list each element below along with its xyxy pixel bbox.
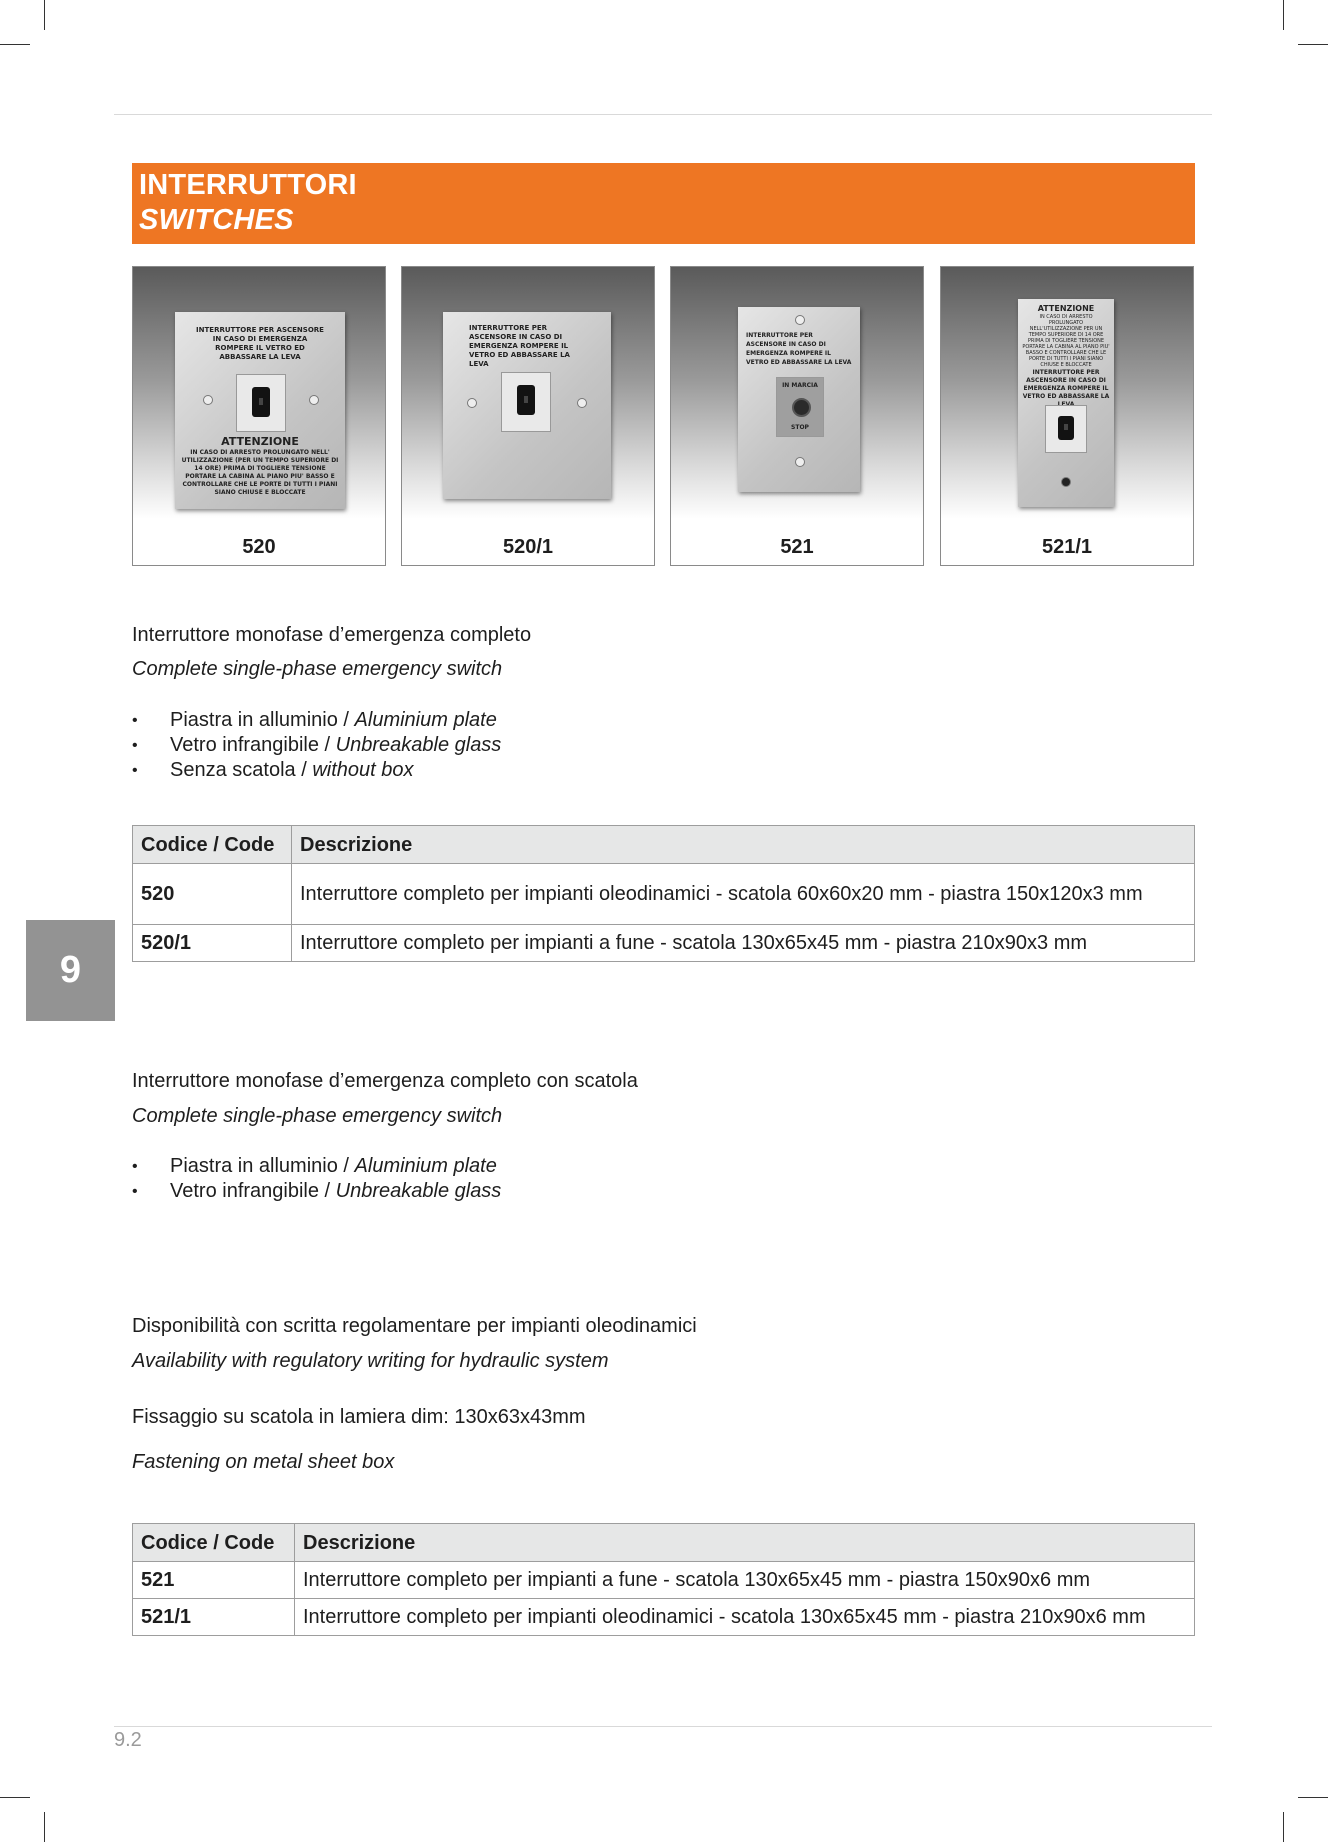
crop-mark <box>1298 44 1328 45</box>
bullet-it: Piastra in alluminio / <box>170 1155 355 1177</box>
availability-en: Availability with regulatory writing for hydraulic system <box>132 1350 609 1372</box>
fastening-it: Fissaggio su scatola in lamiera dim: 130x63x43mm <box>132 1406 586 1428</box>
table-row <box>133 925 1195 962</box>
bullet-it: Vetro infrangibile / <box>170 734 336 756</box>
switch-lever-icon <box>517 385 535 415</box>
section1-title-it: Interruttore monofase d’emergenza completo <box>132 624 532 646</box>
section1-feature-list <box>132 708 501 783</box>
product-photo <box>671 267 923 519</box>
table-row <box>133 1599 1195 1636</box>
column-header-description: Descrizione <box>292 826 1195 864</box>
section2-feature-list <box>132 1154 501 1204</box>
switch-lever-icon <box>252 387 270 417</box>
header-title-it: INTERRUTTORI <box>139 169 357 201</box>
bullet-en: without box <box>312 759 414 781</box>
table-header-row <box>133 826 1195 864</box>
table-row <box>133 864 1195 925</box>
cell-code: 521/1 <box>133 1599 295 1636</box>
product-card-520-1 <box>401 266 655 566</box>
product-code: 520/1 <box>502 536 554 558</box>
plate-warning-title: ATTENZIONE <box>1037 304 1095 313</box>
bullet-en: Aluminium plate <box>354 709 497 731</box>
page-number: 9.2 <box>114 1729 142 1751</box>
switch-plate <box>738 307 860 492</box>
table-header-row <box>133 1524 1195 1562</box>
column-header-code: Codice / Code <box>133 826 292 864</box>
key-switch-icon <box>792 398 811 417</box>
list-item <box>132 733 501 758</box>
chapter-tab: 9 <box>26 920 115 1021</box>
switch-plate <box>443 312 611 499</box>
product-photo <box>941 267 1193 519</box>
plate-instruction-text: INTERRUTTORE PER ASCENSORE IN CASO DI EMERGENZA ROMPERE IL VETRO ED ABBASSARE LA <box>1022 369 1110 400</box>
crop-mark <box>44 0 45 30</box>
cell-description: Interruttore completo per impianti a fune - scatola 130x65x45 mm - piastra 150x90x6 mm <box>295 1562 1195 1599</box>
bullet-en: Unbreakable glass <box>335 1180 502 1202</box>
break-glass-window <box>1045 405 1087 453</box>
plate-instruction-text: INTERRUTTORE PER ASCENSORE IN CASO DI EMERGENZA ROMPERE IL VETRO ED ABBASSARE LA LEVA <box>469 324 570 368</box>
plate-instruction-text: INTERRUTTORE PER ASCENSORE IN CASO DI EMERGENZA ROMPERE IL VETRO ED ABBASSARE LA LEVA <box>746 332 852 366</box>
plate-warning-text: IN CASO DI ARRESTO PROLUNGATO NELL' UTILIZZAZIONE (PER UN TEMPO SUPERIORE DI 14 ORE) PRIMA DI TOGLIERE TENSIONE PORTARE LA CABINA AL PIANO PIU' BASSO E CONTROLLARE CHE LE PORTE DI TUTTI I PIANI SIANO CHIUSE E BLOCCATE <box>181 449 339 496</box>
key-switch-window <box>776 377 824 437</box>
column-header-code: Codice / Code <box>133 1524 295 1562</box>
bullet-it: Piastra in alluminio / <box>170 709 355 731</box>
crop-mark <box>1283 0 1284 30</box>
product-code: 521 <box>780 536 814 558</box>
product-gallery <box>132 266 1195 568</box>
switch-lever-icon <box>1058 416 1074 440</box>
table-row <box>133 1562 1195 1599</box>
plate-warning-text: IN CASO DI ARRESTO PROLUNGATO NELL'UTILIZZAZIONE PER UN TEMPO SUPERIORE DI 14 ORE PRIMA DI TOGLIERE TENSIONE PORTARE LA CABINA AL PIANO PIU' BASSO E CONTROLLARE CHE LE PORTE DI TUTTI I PIANI SIANO CHIUSE E BLOCCATE <box>1022 314 1110 368</box>
screw-icon <box>795 315 805 325</box>
product-photo <box>133 267 385 519</box>
crop-mark <box>1283 1812 1284 1842</box>
product-code: 520 <box>242 536 276 558</box>
bottom-rule <box>114 1726 1212 1727</box>
crop-mark <box>1298 1797 1328 1798</box>
cell-description: Interruttore completo per impianti a fune - scatola 130x65x45 mm - piastra 210x90x3 mm <box>292 925 1195 962</box>
product-card-521-1 <box>940 266 1194 566</box>
column-header-description: Descrizione <box>295 1524 1195 1562</box>
section2-spec-table <box>132 1523 1195 1636</box>
cell-code: 521 <box>133 1562 295 1599</box>
cell-code: 520 <box>133 864 292 925</box>
bullet-it: Senza scatola / <box>170 759 313 781</box>
crop-mark <box>0 44 30 45</box>
crop-mark <box>0 1797 30 1798</box>
list-item <box>132 708 501 733</box>
screw-icon <box>309 395 319 405</box>
break-glass-window <box>501 372 551 432</box>
switch-plate <box>1018 299 1114 507</box>
product-code: 521/1 <box>1041 536 1093 558</box>
cell-description: Interruttore completo per impianti oleodinamici - scatola 130x65x45 mm - piastra 210x90x6 mm <box>295 1599 1195 1636</box>
break-glass-window <box>236 374 286 432</box>
section2-title-it: Interruttore monofase d’emergenza completo con scatola <box>132 1070 638 1092</box>
switch-plate <box>175 312 345 509</box>
screw-icon <box>467 398 477 408</box>
label-run: IN MARCIA <box>782 382 818 389</box>
screw-icon <box>203 395 213 405</box>
product-card-520 <box>132 266 386 566</box>
plate-instruction-text: INTERRUTTORE PER ASCENSORE IN CASO DI EMERGENZA ROMPERE IL VETRO ED ABBASSARE LA LEVA <box>196 326 324 361</box>
top-rule <box>114 114 1212 115</box>
screw-icon <box>1061 477 1071 487</box>
section1-title-en: Complete single-phase emergency switch <box>132 658 503 680</box>
product-photo <box>402 267 654 519</box>
section-header <box>132 163 1195 244</box>
section1-spec-table <box>132 825 1195 962</box>
availability-it: Disponibilità con scritta regolamentare per impianti oleodinamici <box>132 1315 697 1337</box>
fastening-en: Fastening on metal sheet box <box>132 1451 395 1473</box>
header-title-en: SWITCHES <box>139 204 294 236</box>
cell-description: Interruttore completo per impianti oleodinamici - scatola 60x60x20 mm - piastra 150x120x3 mm <box>292 864 1195 925</box>
list-item <box>132 1179 501 1204</box>
section2-title-en: Complete single-phase emergency switch <box>132 1105 503 1127</box>
bullet-en: Unbreakable glass <box>335 734 502 756</box>
list-item <box>132 1154 501 1179</box>
product-card-521 <box>670 266 924 566</box>
label-stop: STOP <box>791 424 809 431</box>
cell-code: 520/1 <box>133 925 292 962</box>
bullet-it: Vetro infrangibile / <box>170 1180 336 1202</box>
crop-mark <box>44 1812 45 1842</box>
list-item <box>132 758 501 783</box>
plate-warning-title: ATTENZIONE <box>221 435 299 448</box>
screw-icon <box>795 457 805 467</box>
bullet-en: Aluminium plate <box>354 1155 497 1177</box>
screw-icon <box>577 398 587 408</box>
